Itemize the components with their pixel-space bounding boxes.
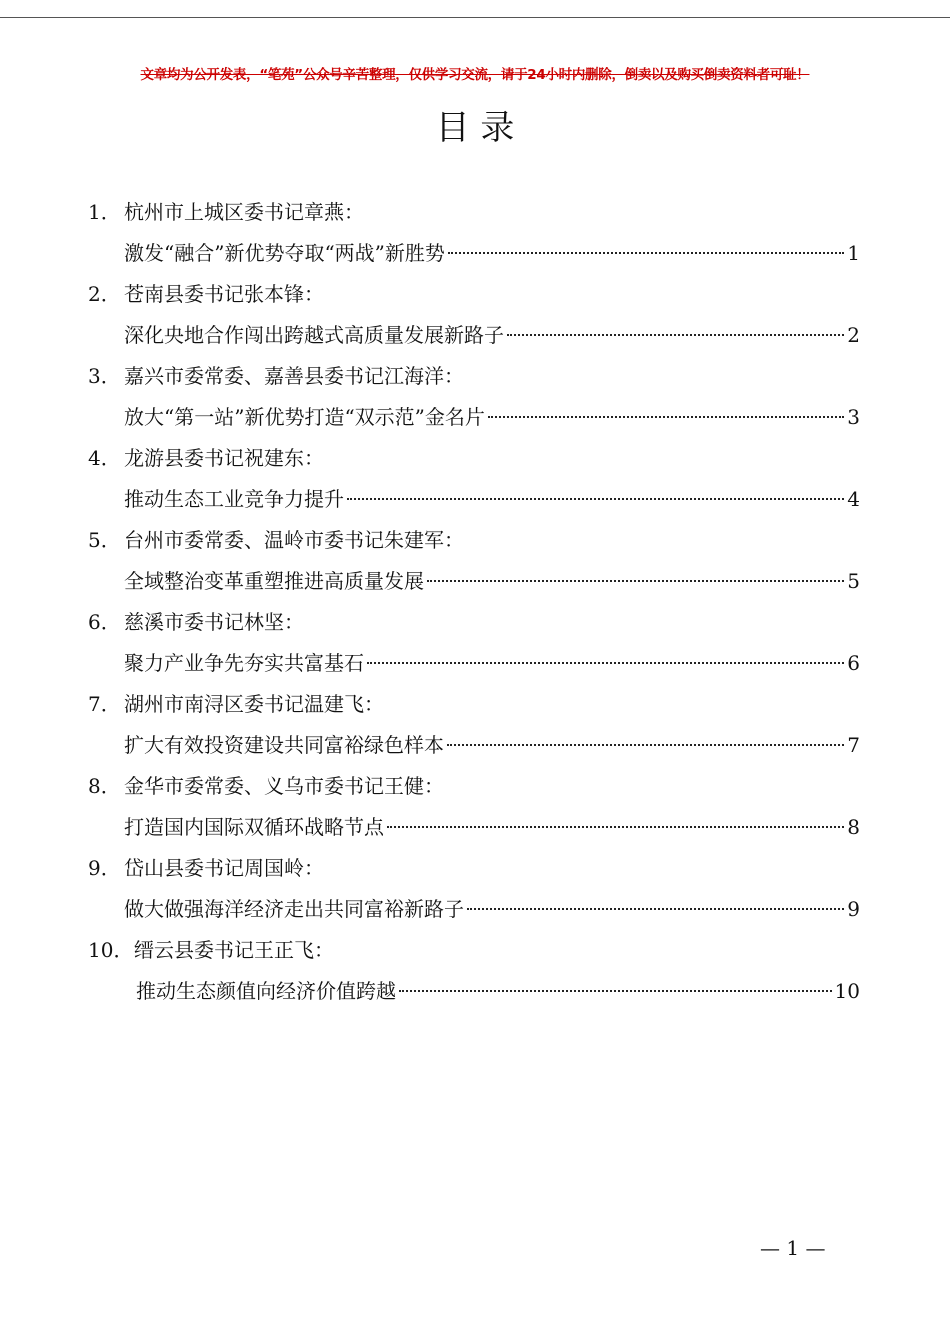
toc-entry-author-text: 龙游县委书记祝建东： [124,446,324,470]
toc-entry-author-text: 金华市委常委、义乌市委书记王健： [124,774,444,798]
toc-entry-author [88,848,860,889]
toc-entry-page: 1 [847,241,860,265]
toc-entry-author-text: 缙云县委书记王正飞： [134,938,334,962]
copyright-notice: 文章均为公开发表，“笔苑”公众号辛苦整理，仅供学习交流，请于24小时内删除，倒卖以及购买倒卖资料者可耻！ [140,67,810,83]
toc-entry-subtitle: 聚力产业争先夯实共富基石 [124,651,364,675]
toc-entry-author [88,520,860,561]
toc-entry-subtitle: 做大做强海洋经济走出共同富裕新路子 [124,897,464,921]
toc-entry-line[interactable] [88,233,860,274]
toc-entry-author-text: 台州市委常委、温岭市委书记朱建军： [124,528,464,552]
toc-entry-5 [88,520,860,602]
toc-entry-number: 9． [88,856,121,880]
table-of-contents [88,192,860,1012]
toc-entry-number: 5． [88,528,121,552]
top-rule [0,17,950,18]
toc-entry-1 [88,192,860,274]
toc-entry-author [88,192,860,233]
toc-entry-subtitle: 激发“融合”新优势夺取“两战”新胜势 [124,241,445,265]
toc-entry-number: 4． [88,446,121,470]
toc-entry-number: 3． [88,364,121,388]
toc-entry-number: 10． [88,938,134,962]
toc-entry-number: 7． [88,692,121,716]
dot-leader [448,252,844,254]
toc-entry-author-text: 杭州市上城区委书记章燕： [124,200,364,224]
toc-entry-page: 2 [847,323,860,347]
toc-entry-subtitle: 扩大有效投资建设共同富裕绿色样本 [124,733,444,757]
toc-entry-number: 6． [88,610,121,634]
toc-entry-line[interactable] [88,397,860,438]
dot-leader [488,416,844,418]
page-title: 目 录 [435,108,515,148]
toc-entry-author [88,684,860,725]
toc-entry-4 [88,438,860,520]
toc-entry-2 [88,274,860,356]
toc-entry-line[interactable] [88,889,860,930]
dot-leader [427,580,844,582]
toc-entry-page: 3 [847,405,860,429]
toc-entry-subtitle: 打造国内国际双循环战略节点 [124,815,384,839]
toc-entry-author-text: 苍南县委书记张本锋： [124,282,324,306]
toc-entry-3 [88,356,860,438]
toc-entry-10 [88,930,860,1012]
toc-entry-line[interactable] [88,971,860,1012]
toc-entry-author [88,274,860,315]
toc-entry-6 [88,602,860,684]
toc-entry-page: 9 [847,897,860,921]
toc-entry-author-text: 岱山县委书记周国岭： [124,856,324,880]
toc-entry-page: 8 [847,815,860,839]
toc-entry-7 [88,684,860,766]
dot-leader [387,826,844,828]
toc-entry-author-text: 嘉兴市委常委、嘉善县委书记江海洋： [124,364,464,388]
toc-entry-number: 8． [88,774,121,798]
toc-entry-line[interactable] [88,479,860,520]
toc-entry-number: 2． [88,282,121,306]
dot-leader [367,662,844,664]
dot-leader [347,498,844,500]
toc-entry-9 [88,848,860,930]
toc-entry-author [88,602,860,643]
toc-entry-author-text: 慈溪市委书记林坚： [124,610,304,634]
toc-entry-page: 5 [847,569,860,593]
toc-entry-line[interactable] [88,807,860,848]
toc-entry-line[interactable] [88,315,860,356]
toc-entry-page: 6 [847,651,860,675]
page-number: — 1 — [760,1236,826,1260]
toc-entry-subtitle: 放大“第一站”新优势打造“双示范”金名片 [124,405,485,429]
toc-entry-page: 4 [847,487,860,511]
toc-entry-8 [88,766,860,848]
toc-entry-page: 7 [847,733,860,757]
toc-entry-line[interactable] [88,725,860,766]
dot-leader [447,744,844,746]
dot-leader [467,908,844,910]
toc-entry-author [88,766,860,807]
dot-leader [507,334,844,336]
toc-entry-subtitle: 全域整治变革重塑推进高质量发展 [124,569,424,593]
toc-entry-subtitle: 推动生态工业竞争力提升 [124,487,344,511]
toc-entry-author [88,930,860,971]
dot-leader [399,990,832,992]
toc-entry-line[interactable] [88,561,860,602]
toc-entry-subtitle: 推动生态颜值向经济价值跨越 [136,979,396,1003]
toc-entry-subtitle: 深化央地合作闯出跨越式高质量发展新路子 [124,323,504,347]
toc-entry-line[interactable] [88,643,860,684]
toc-entry-page: 10 [834,979,860,1003]
toc-entry-author [88,356,860,397]
toc-entry-number: 1． [88,200,121,224]
toc-entry-author-text: 湖州市南浔区委书记温建飞： [124,692,384,716]
toc-entry-author [88,438,860,479]
